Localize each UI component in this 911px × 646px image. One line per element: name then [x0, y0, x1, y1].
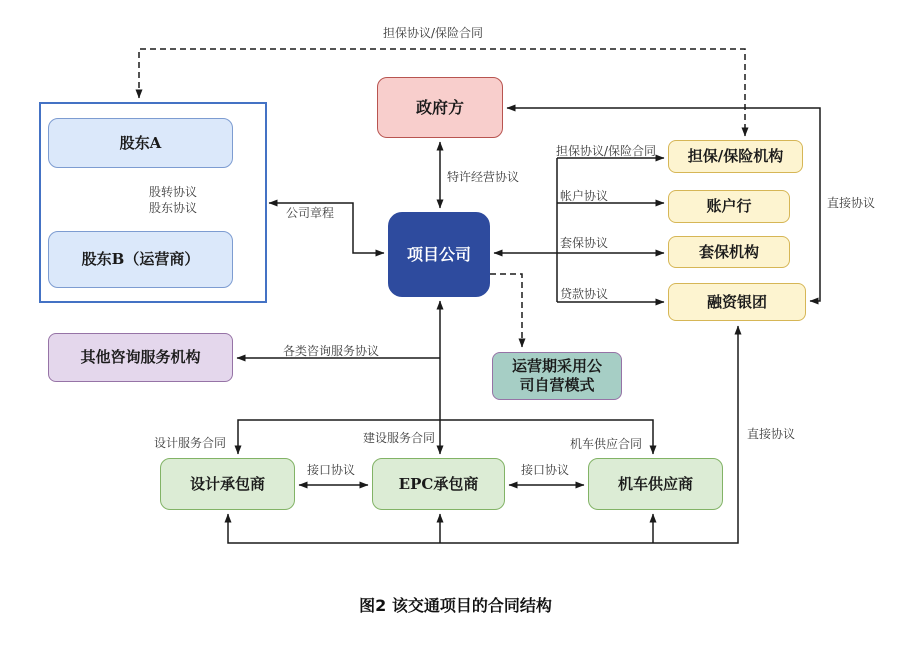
label-articles: 公司章程 — [286, 206, 335, 220]
label-guarantee-branch: 担保协议/保险合同 — [556, 144, 657, 158]
node-hedging-agency: 套保机构 — [668, 236, 790, 268]
label-concession: 特许经营协议 — [447, 170, 520, 184]
label-interface-1: 接口协议 — [307, 463, 356, 477]
node-design-contractor: 设计承包商 — [160, 458, 295, 510]
node-lender-syndicate: 融资银团 — [668, 283, 806, 321]
label-interface-2: 接口协议 — [521, 463, 570, 477]
label-loan: 贷款协议 — [560, 287, 609, 301]
label-shareholder-agreement: 股东协议 — [149, 201, 198, 215]
node-project-company: 项目公司 — [388, 212, 490, 297]
label-account: 帐户协议 — [560, 189, 609, 203]
figure-caption: 图2 该交通项目的合同结构 — [359, 596, 552, 615]
node-other-consulting: 其他咨询服务机构 — [48, 333, 233, 382]
node-locomotive-supplier: 机车供应商 — [588, 458, 723, 510]
node-operation-note: 运营期采用公司自营模式 — [492, 352, 622, 400]
label-top-guarantee: 担保协议/保险合同 — [383, 26, 484, 40]
label-design-service: 设计服务合同 — [154, 436, 227, 450]
label-locomotive-supply: 机车供应合同 — [570, 437, 643, 451]
node-epc-contractor: EPC承包商 — [372, 458, 505, 510]
node-shareholder-b: 股东B（运营商） — [48, 231, 233, 288]
node-account-bank: 账户行 — [668, 190, 790, 223]
label-hedge: 套保协议 — [560, 236, 609, 250]
node-guarantee-insurance: 担保/保险机构 — [668, 140, 803, 173]
label-direct-bottom: 直接协议 — [747, 427, 796, 441]
label-direct-right: 直接协议 — [827, 196, 876, 210]
node-shareholder-a: 股东A — [48, 118, 233, 168]
label-share-transfer: 股转协议 — [149, 185, 198, 199]
edge-operation-dashed — [490, 274, 522, 347]
node-government: 政府方 — [377, 77, 503, 138]
label-consulting-services: 各类咨询服务协议 — [283, 344, 380, 358]
label-construction-service: 建设服务合同 — [363, 431, 436, 445]
